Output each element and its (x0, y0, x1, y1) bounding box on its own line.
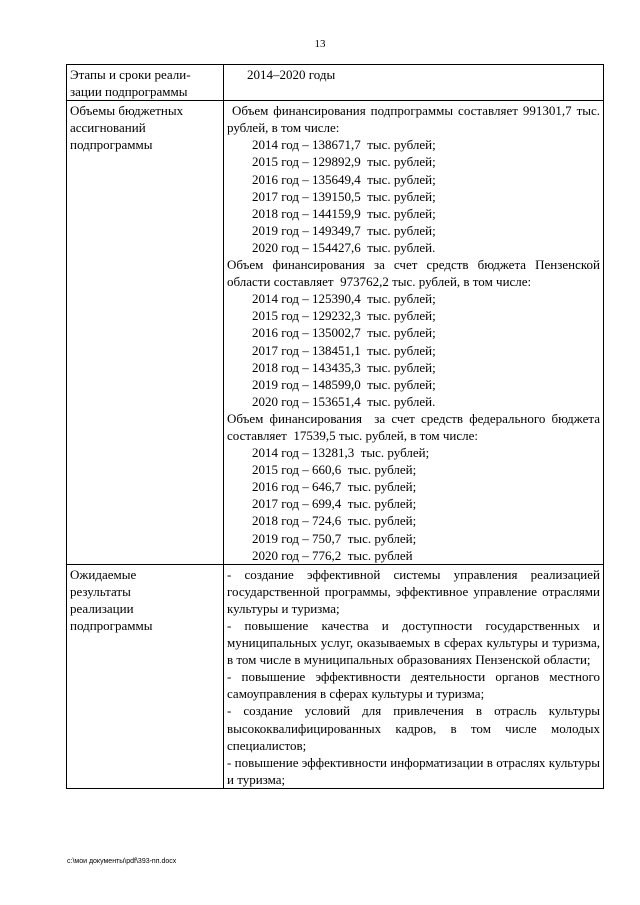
budget-value-cell (224, 101, 604, 565)
regional-year-line: 2016 год – 135002,7 тыс. рублей; (252, 325, 436, 341)
total-year-line: 2014 год – 138671,7 тыс. рублей; (252, 137, 436, 153)
stages-value: 2014–2020 годы (247, 67, 336, 82)
federal-year-line: 2015 год – 660,6 тыс. рублей; (252, 462, 417, 478)
result-item: - создание эффективной системы управления реализацией государственной программы, эффективное управление отраслями культуры и туризма; (227, 566, 600, 616)
stages-label-cell (67, 65, 224, 101)
table-row-budget (67, 101, 604, 565)
regional-year-line: 2019 год – 148599,0 тыс. рублей; (252, 376, 436, 392)
subprogram-passport-table (66, 64, 604, 789)
total-financing-intro: Объем финансирования подпрограммы составляет 991301,7 тыс. рублей, в том числе: (227, 103, 604, 136)
federal-year-line: 2018 год – 724,6 тыс. рублей; (252, 513, 417, 529)
total-year-line: 2015 год – 129892,9 тыс. рублей; (252, 154, 436, 170)
regional-year-line: 2014 год – 125390,4 тыс. рублей; (252, 291, 436, 307)
results-label-cell (67, 564, 224, 788)
total-year-line: 2018 год – 144159,9 тыс. рублей; (252, 205, 436, 221)
regional-year-line: 2020 год – 153651,4 тыс. рублей. (252, 393, 436, 409)
budget-label: Объемы бюджетных ассигнований подпрограммы (70, 103, 184, 153)
results-value-cell (224, 564, 604, 788)
regional-year-line: 2017 год – 138451,1 тыс. рублей; (252, 342, 436, 358)
results-label: Ожидаемые результаты реализации подпрограммы (70, 566, 153, 633)
federal-year-line: 2017 год – 699,4 тыс. рублей; (252, 496, 417, 512)
table-row-stages (67, 65, 604, 101)
stages-value-cell (224, 65, 604, 101)
result-item: - повышение эффективности деятельности органов местного самоуправления в сферах культуры и туризма; (227, 669, 600, 702)
total-year-line: 2017 год – 139150,5 тыс. рублей; (252, 188, 436, 204)
budget-label-cell (67, 101, 224, 565)
total-year-line: 2016 год – 135649,4 тыс. рублей; (252, 171, 436, 187)
total-year-line: 2020 год – 154427,6 тыс. рублей. (252, 239, 436, 255)
federal-year-line: 2016 год – 646,7 тыс. рублей; (252, 479, 417, 495)
federal-year-line: 2019 год – 750,7 тыс. рублей; (252, 530, 417, 546)
result-item: - повышение качества и доступности государственных и муниципальных услуг, оказываемых в сферах культуры и туризма, в том числе в муниципальных образованиях Пензенской области; (227, 618, 600, 668)
result-item: - создание условий для привлечения в отрасль культуры высококвалифицированных кадров, в том числе молодых специалистов; (227, 703, 600, 753)
stages-label: Этапы и сроки реали- зации подпрограммы (70, 67, 191, 100)
total-year-line: 2019 год – 149349,7 тыс. рублей; (252, 222, 436, 238)
regional-year-line: 2018 год – 143435,3 тыс. рублей; (252, 359, 436, 375)
federal-financing-intro: Объем финансирования за счет средств федерального бюджета составляет 17539,5 тыс. рублей, в том числе: (227, 410, 604, 443)
table-row-results (67, 564, 604, 788)
regional-year-line: 2015 год – 129232,3 тыс. рублей; (252, 308, 436, 324)
footer-file-path: c:\мои документы\pdf\393-пп.docx (67, 858, 177, 865)
page-number: 13 (314, 38, 326, 50)
regional-financing-intro: Объем финансирования за счет средств бюджета Пензенской области составляет 973762,2 тыс. рублей, в том числе: (227, 257, 604, 290)
federal-year-line: 2020 год – 776,2 тыс. рублей (252, 547, 413, 563)
result-item: - повышение эффективности информатизации в отраслях культуры и туризма; (227, 754, 600, 787)
federal-year-line: 2014 год – 13281,3 тыс. рублей; (252, 445, 430, 461)
